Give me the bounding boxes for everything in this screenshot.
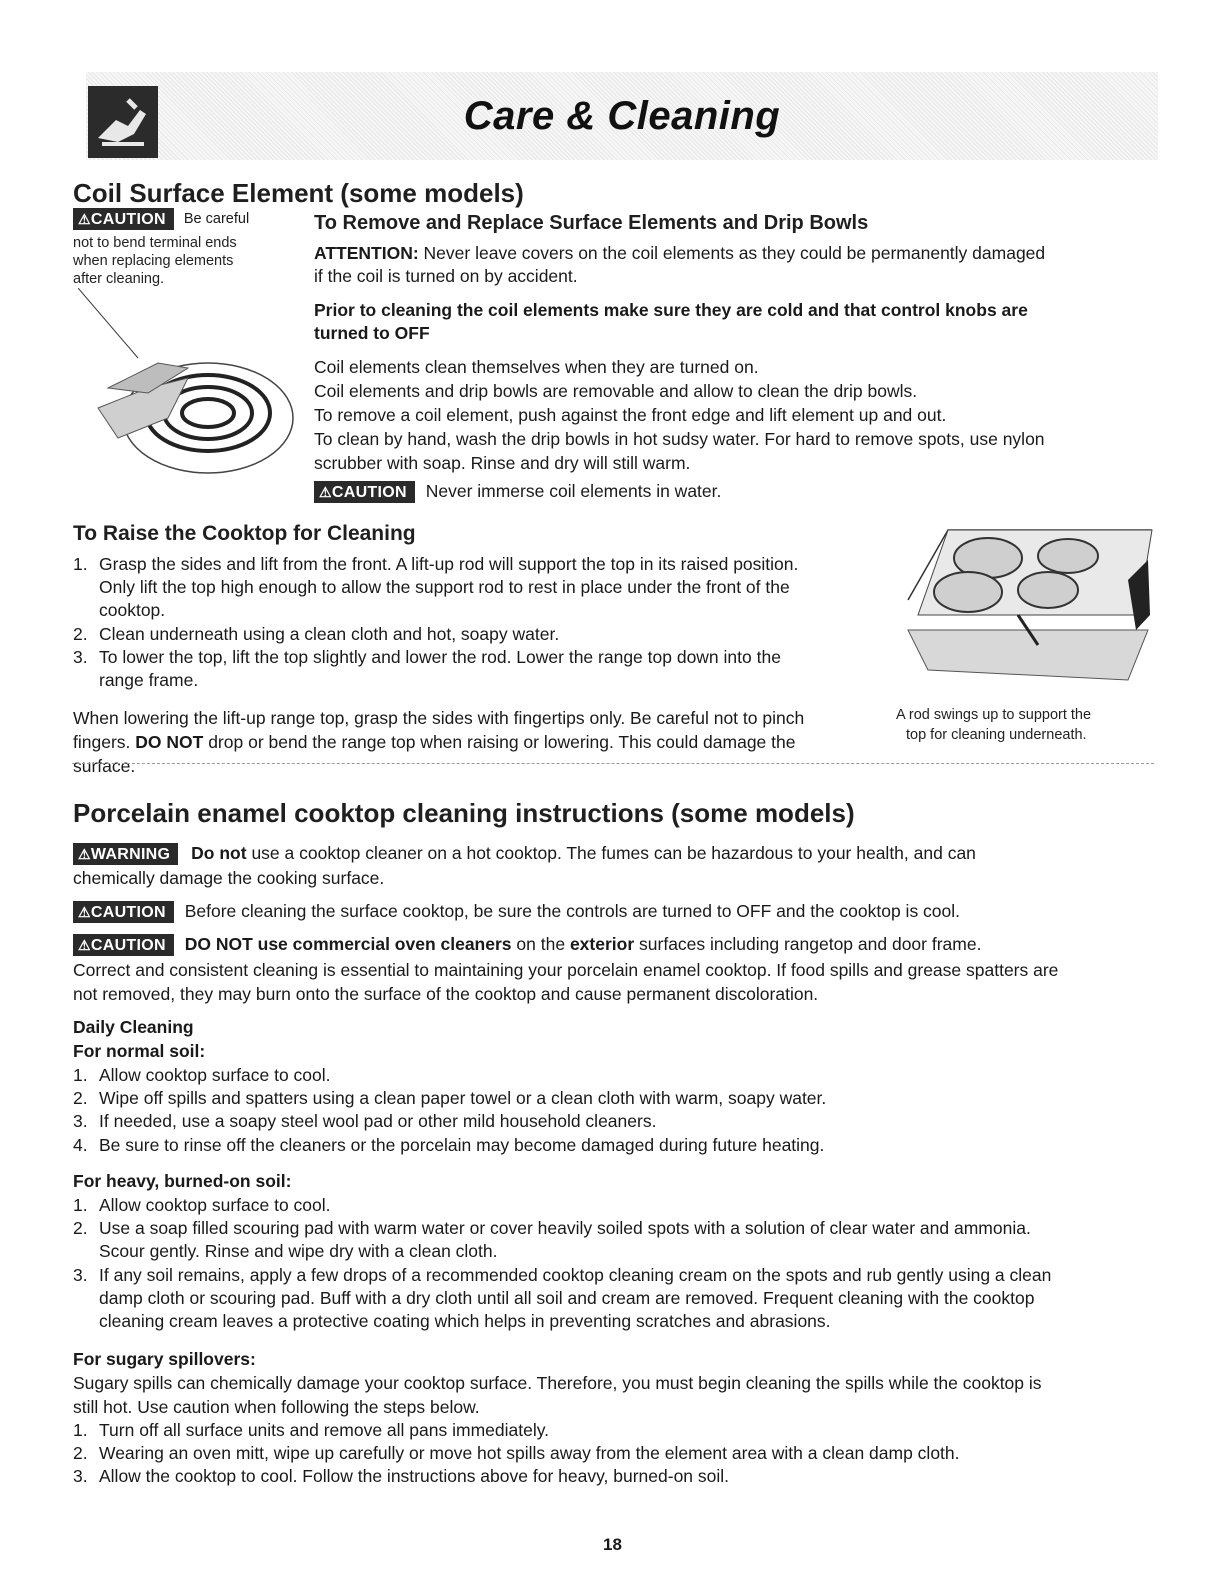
attention-line: [314, 242, 1045, 265]
heavy-soil-list: [73, 1194, 1153, 1333]
raise-steps-list: [73, 553, 883, 692]
list-item: 3. Allow the cooktop to cool. Follow the instructions above for heavy, burned-on soil.: [73, 1466, 730, 1487]
prior-cleaning-line: Prior to cleaning the coil elements make sure they are cold and that control knobs are: [314, 300, 1028, 320]
caution-line: ⚠CAUTION Before cleaning the surface cooktop, be sure the controls are turned to OFF and the cooktop is cool.: [73, 900, 960, 923]
correct-cleaning-line: Correct and consistent cleaning is essential to maintaining your porcelain enamel cooktop. If food spills and grease spatters are: [73, 960, 1059, 980]
coil-heading: Coil Surface Element (some models): [73, 178, 524, 208]
list-item: 3. If needed, use a soapy steel wool pad or other mild household cleaners.: [73, 1111, 657, 1132]
porcelain-heading: Porcelain enamel cooktop cleaning instructions (some models): [73, 798, 855, 828]
sugary-list: [73, 1419, 1153, 1489]
raise-cooktop-heading: To Raise the Cooktop for Cleaning: [73, 522, 416, 545]
side-caution: [73, 208, 249, 231]
warning-line-2: chemically damage the cooking surface.: [73, 868, 385, 888]
sugary-line-2: still hot. Use caution when following the steps below.: [73, 1397, 480, 1417]
attention-label: ATTENTION:: [314, 243, 419, 263]
side-caution-line: not to bend terminal ends: [73, 235, 237, 251]
coil-body-line: To clean by hand, wash the drip bowls in hot sudsy water. For hard to remove spots, use nylon: [314, 429, 1045, 449]
heavy-soil-heading: For heavy, burned-on soil:: [73, 1171, 292, 1191]
side-caution-lead: Be careful: [183, 211, 250, 227]
caution-badge: ⚠CAUTION: [73, 901, 174, 923]
list-item: 2. Use a soap filled scouring pad with warm water or cover heavily soiled spots with a solution of clear water and ammonia. Scour gently. Rinse and wipe dry with a clean cloth.: [73, 1218, 1031, 1262]
list-item: 1. Allow cooktop surface to cool.: [73, 1065, 331, 1085]
warning-triangle-icon: ⚠: [78, 904, 91, 921]
warning-badge: ⚠WARNING: [73, 843, 178, 865]
attention-text: Never leave covers on the coil elements as they could be permanently damaged: [423, 243, 1046, 263]
list-item: 1. Turn off all surface units and remove all pans immediately.: [73, 1420, 550, 1440]
coil-body-line: Coil elements and drip bowls are removable and allow to clean the drip bowls.: [314, 381, 918, 401]
correct-cleaning-line-2: not removed, they may burn onto the surface of the cooktop and cause permanent discoloration.: [73, 984, 819, 1004]
normal-soil-list: [73, 1064, 1153, 1157]
lowering-note-line-2: fingers. DO NOT drop or bend the range top when raising or lowering. This could damage the: [73, 732, 796, 752]
never-immerse-caution: [314, 480, 721, 503]
sugary-line: Sugary spills can chemically damage your cooktop surface. Therefore, you must begin cleaning the spills while the cooktop is: [73, 1373, 1042, 1393]
section-banner: [86, 72, 1158, 160]
coil-body-line: scrubber with soap. Rinse and dry will still warm.: [314, 453, 691, 473]
section-divider: [72, 763, 1154, 764]
figure-caption-line: A rod swings up to support the: [896, 707, 1092, 723]
page-title: Care & Cleaning: [463, 94, 781, 138]
list-item: 1. Allow cooktop surface to cool.: [73, 1195, 331, 1215]
remove-replace-heading: To Remove and Replace Surface Elements and Drip Bowls: [314, 212, 869, 234]
list-item: 3. To lower the top, lift the top slightly and lower the rod. Lower the range top down into the range frame.: [73, 646, 781, 691]
side-caution-line: after cleaning.: [73, 271, 165, 287]
lowering-note-line-3: surface.: [73, 756, 136, 776]
list-item: 2. Wearing an oven mitt, wipe up carefully or move hot spills away from the element area with a clean damp cloth.: [73, 1443, 960, 1464]
caution-badge: ⚠CAUTION: [73, 208, 174, 230]
warning-line: ⚠WARNING Do not use a cooktop cleaner on a hot cooktop. The fumes can be hazardous to your health, and can: [73, 842, 976, 865]
list-item: 4. Be sure to rinse off the cleaners or the porcelain may become damaged during future heating.: [73, 1134, 825, 1155]
prior-cleaning-line-2: turned to OFF: [314, 323, 430, 343]
attention-line-2: if the coil is turned on by accident.: [314, 266, 578, 286]
caution-badge: ⚠CAUTION: [73, 934, 174, 956]
daily-cleaning-heading: Daily Cleaning: [73, 1017, 194, 1037]
sugary-heading: For sugary spillovers:: [73, 1349, 256, 1369]
list-item: 3. If any soil remains, apply a few drops of a recommended cooktop cleaning cream on the spots and rub gently using a clean damp cloth or scouring pad. Buff with a dry cloth until all soil and cream are removed. Frequent cleaning with the cooktop cleaning cream leaves a protective coating which helps in preventing scratches and abrasions.: [73, 1264, 1052, 1332]
warning-triangle-icon: ⚠: [319, 484, 332, 501]
list-item: 2. Clean underneath using a clean cloth and hot, soapy water.: [73, 623, 560, 644]
coil-body-line: To remove a coil element, push against the front edge and lift element up and out.: [314, 405, 947, 425]
caution-line-2: ⚠CAUTION DO NOT use commercial oven cleaners on the exterior surfaces including rangetop and door frame.: [73, 933, 981, 956]
coil-element-illustration: [78, 288, 298, 488]
list-item: 2. Wipe off spills and spatters using a clean paper towel or a clean cloth with warm, soapy water.: [73, 1088, 827, 1109]
side-caution-line: when replacing elements: [73, 253, 234, 269]
raised-cooktop-illustration: [888, 520, 1154, 690]
list-item: 1. Grasp the sides and lift from the front. A lift-up rod will support the top in its raised position. Only lift the top high enough to allow the support rod to rest in place under the front of the cooktop.: [73, 554, 799, 621]
warning-triangle-icon: ⚠: [78, 937, 91, 954]
normal-soil-heading: For normal soil:: [73, 1041, 206, 1061]
never-immerse-text: Never immerse coil elements in water.: [425, 481, 722, 501]
caution-badge: ⚠CAUTION: [314, 481, 415, 503]
page-number: 18: [603, 1535, 622, 1554]
warning-triangle-icon: ⚠: [78, 846, 91, 863]
coil-body-line: Coil elements clean themselves when they are turned on.: [314, 357, 759, 377]
warning-triangle-icon: ⚠: [78, 211, 91, 228]
lowering-note-line: When lowering the lift-up range top, grasp the sides with fingertips only. Be careful not to pinch: [73, 708, 805, 728]
figure-caption-line-2: top for cleaning underneath.: [906, 727, 1087, 743]
